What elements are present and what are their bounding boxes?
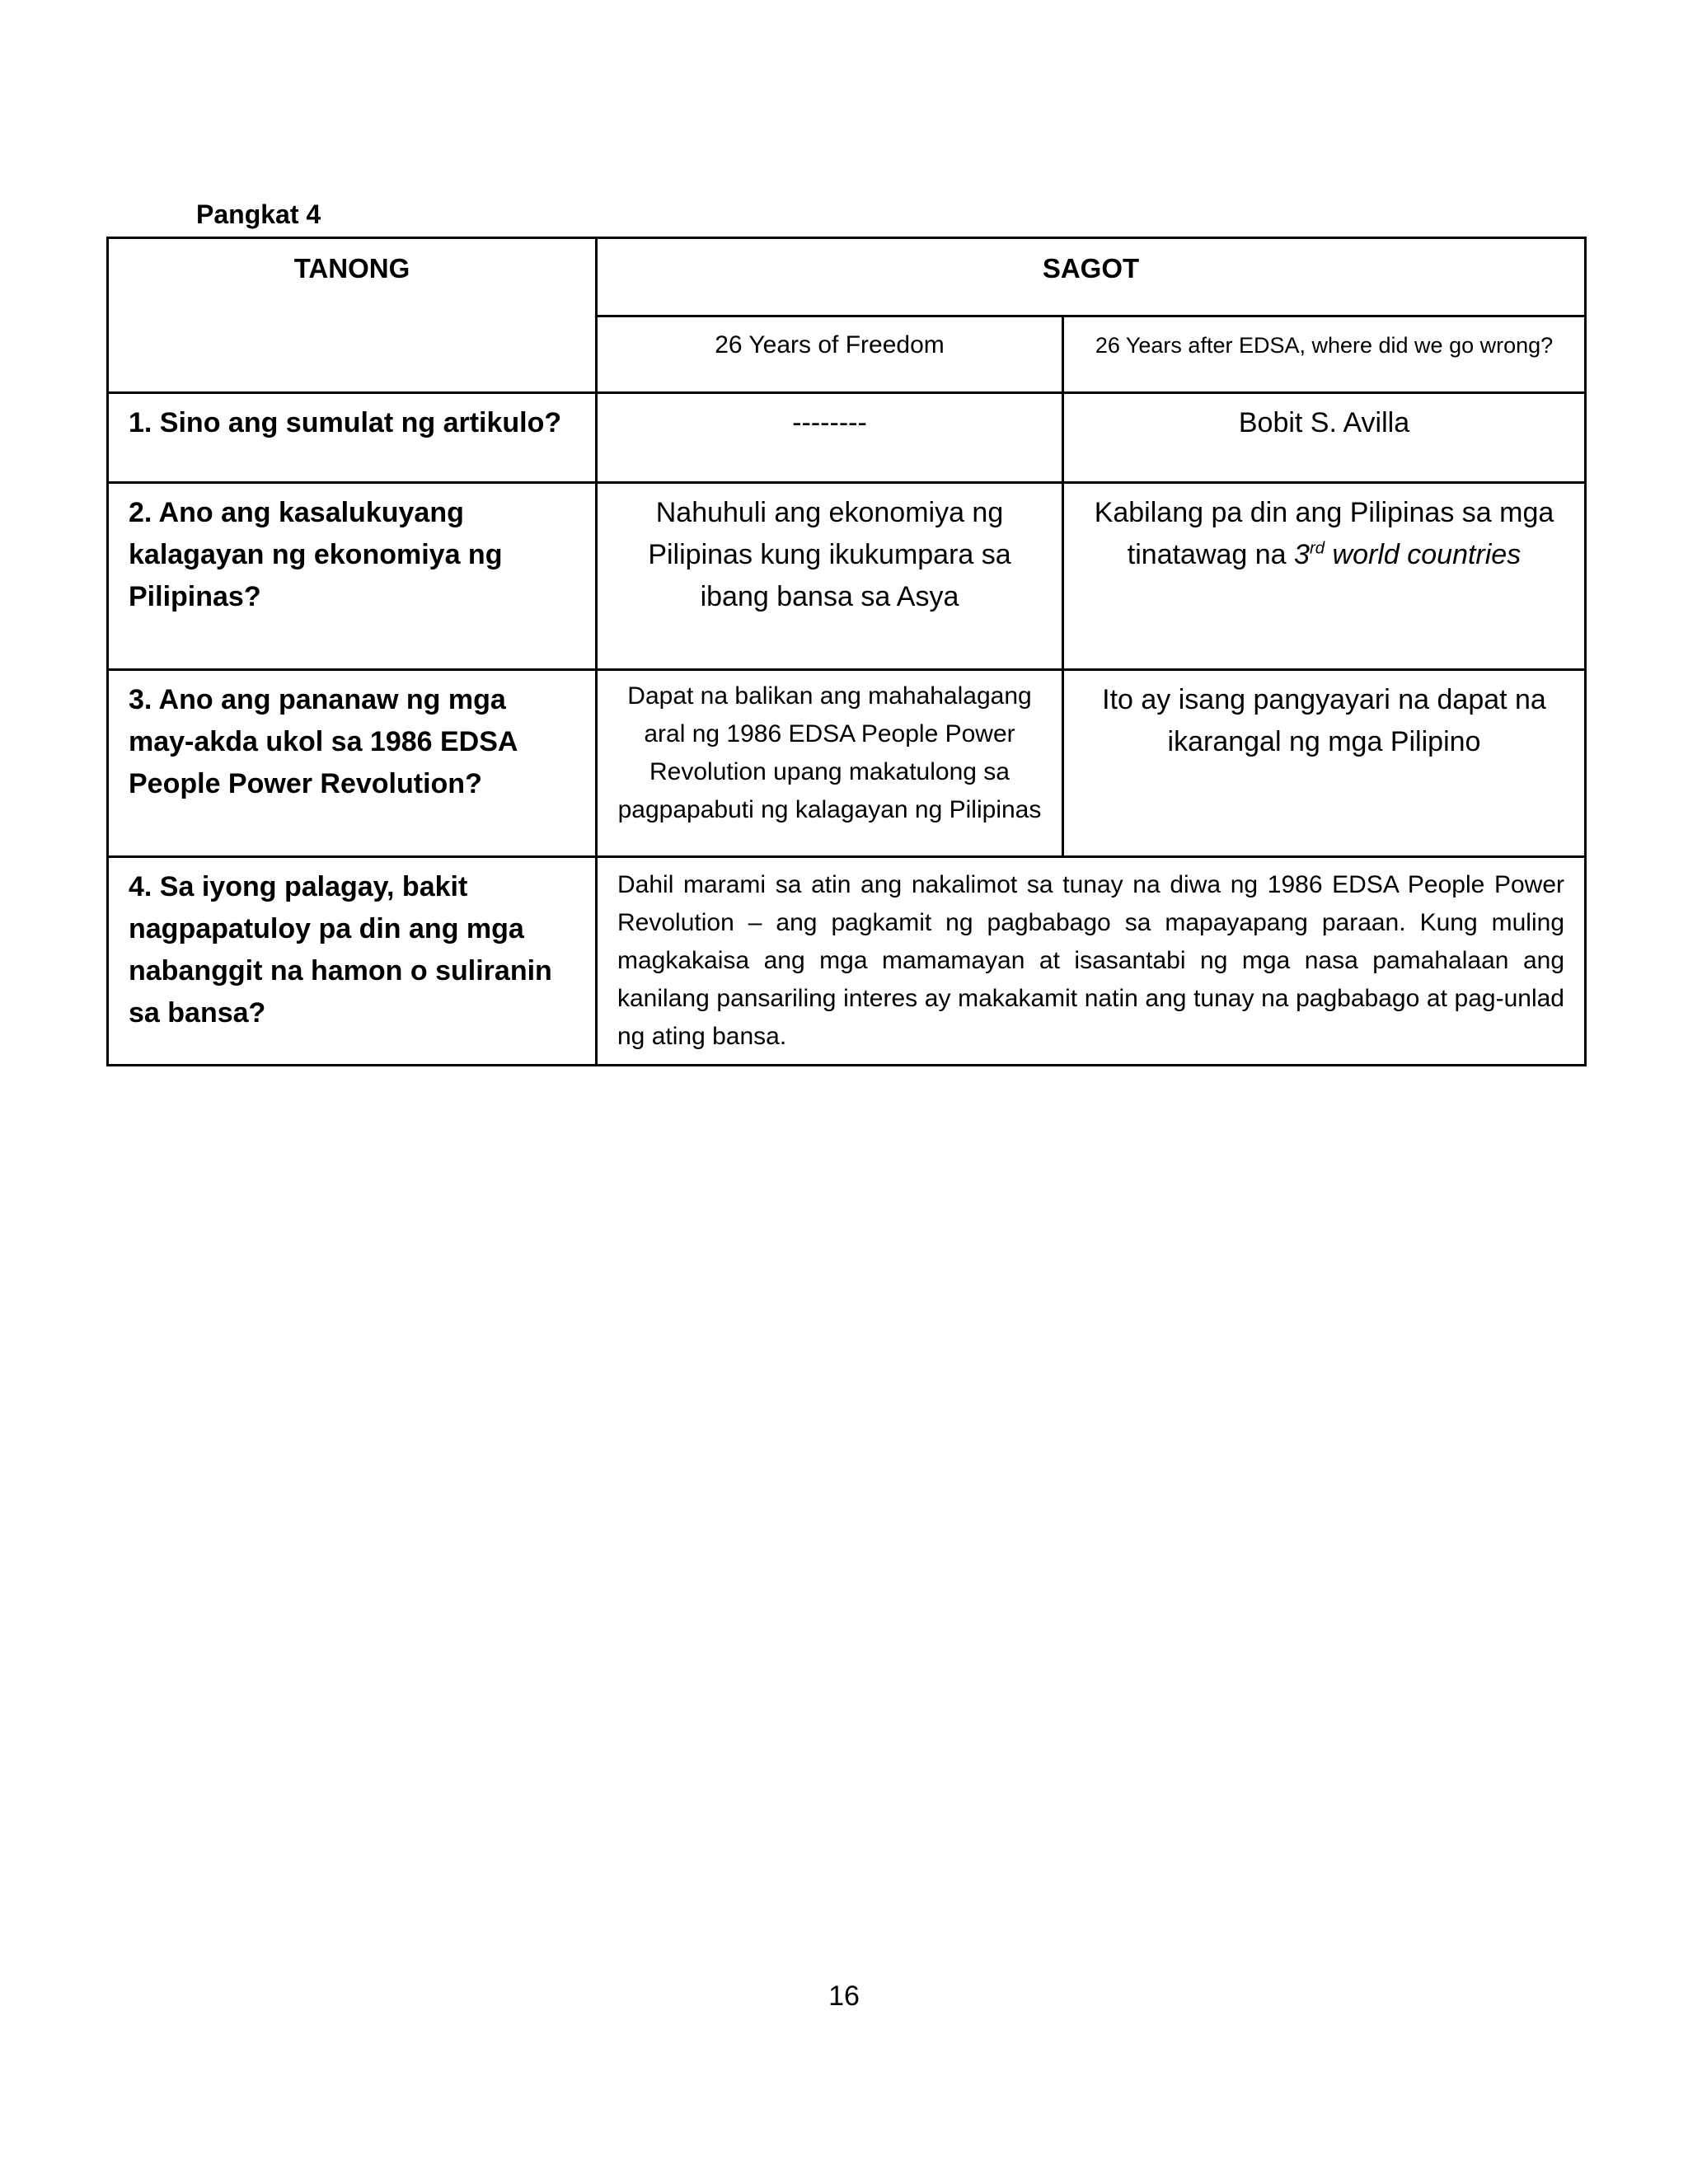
question-answer-table [106,237,1587,1066]
header-article-1: 26 Years of Freedom [597,316,1063,393]
question-2: 2. Ano ang kasalukuyang kalagayan ng ekonomiya ng Pilipinas? [108,483,597,670]
table-row [108,393,1586,483]
answer-2-ordinal-suffix: rd [1309,539,1325,558]
answer-2-italic-text: world countries [1325,539,1522,570]
answer-1-article-2: Bobit S. Avilla [1063,393,1586,483]
group-label: Pangkat 4 [196,199,321,229]
answer-2-article-2-text: Kabilang pa din ang Pilipinas sa mga tinatawag na [1094,497,1554,570]
question-3: 3. Ano ang pananaw ng mga may-akda ukol sa 1986 EDSA People Power Revolution? [108,670,597,857]
answer-3-article-1: Dapat na balikan ang mahahalagang aral ng 1986 EDSA People Power Revolution upang makatulong sa pagpapabuti ng kalagayan ng Pilipinas [597,670,1063,857]
question-1: 1. Sino ang sumulat ng artikulo? [108,393,597,483]
table-row [108,483,1586,670]
answer-2-ordinal-number: 3 [1294,539,1310,570]
header-sagot: SAGOT [597,238,1586,316]
answer-1-article-1: -------- [597,393,1063,483]
answer-3-article-2: Ito ay isang pangyayari na dapat na ikarangal ng mga Pilipino [1063,670,1586,857]
header-tanong: TANONG [108,238,597,393]
table-row [108,857,1586,1066]
answer-4: Dahil marami sa atin ang nakalimot sa tunay na diwa ng 1986 EDSA People Power Revolution – ang pagkamit ng pagbabago sa mapayapang paraan. Kung muling magkakaisa ang mga mamamayan at isasantabi ng mga nasa pamahalaan ang kanilang pansariling interes ay makakamit natin ang tunay na pagbabago at pag-unlad ng ating bansa. [597,857,1586,1066]
answer-2-article-2 [1063,483,1586,670]
page-number: 16 [828,1980,860,2012]
table-row [108,670,1586,857]
question-4: 4. Sa iyong palagay, bakit nagpapatuloy pa din ang mga nabanggit na hamon o suliranin sa bansa? [108,857,597,1066]
answer-2-article-1: Nahuhuli ang ekonomiya ng Pilipinas kung ikukumpara sa ibang bansa sa Asya [597,483,1063,670]
header-article-2: 26 Years after EDSA, where did we go wrong? [1063,316,1586,393]
